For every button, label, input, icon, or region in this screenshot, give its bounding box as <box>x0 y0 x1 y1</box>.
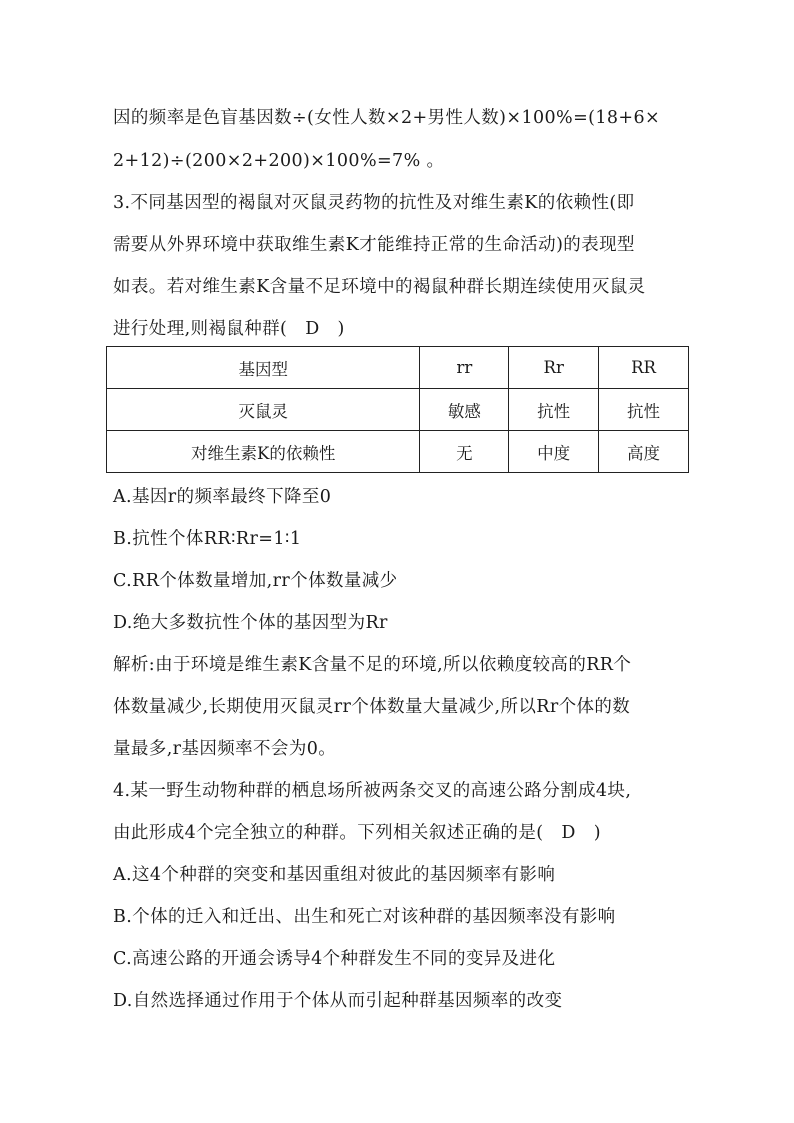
q4-option-c: C.高速公路的开通会诱导4个种群发生不同的变异及进化 <box>113 949 556 969</box>
q3-analysis-line-3: 量最多,r基因频率不会为0。 <box>113 739 337 759</box>
q3-option-a: A.基因r的频率最终下降至0 <box>113 487 332 507</box>
table-cell: Rr <box>509 347 599 389</box>
table-row <box>107 431 689 473</box>
table-cell: 抗性 <box>599 389 689 431</box>
q3-option-d: D.绝大多数抗性个体的基因型为Rr <box>113 613 388 633</box>
q3-stem-line-1: 3.不同基因型的褐鼠对灭鼠灵药物的抗性及对维生素K的依赖性(即 <box>113 193 635 213</box>
q3-option-c: C.RR个体数量增加,rr个体数量减少 <box>113 571 398 591</box>
table-cell: 敏感 <box>420 389 509 431</box>
table-cell: rr <box>420 347 509 389</box>
q4-stem-line-1: 4.某一野生动物种群的栖息场所被两条交叉的高速公路分割成4块, <box>113 781 632 801</box>
q3-stem-line-4: 进行处理,则褐鼠种群( D ) <box>113 319 345 339</box>
q3-stem-line-2: 需要从外界环境中获取维生素K才能维持正常的生命活动)的表现型 <box>113 235 635 255</box>
q3-analysis-line-1: 解析:由于环境是维生素K含量不足的环境,所以依赖度较高的RR个 <box>113 655 632 675</box>
genotype-table <box>106 346 689 473</box>
prev-solution-line-2: 2+12)÷(200×2+200)×100%=7% 。 <box>113 151 445 171</box>
q4-option-a: A.这4个种群的突变和基因重组对彼此的基因频率有影响 <box>113 865 556 885</box>
q3-stem-line-3: 如表。若对维生素K含量不足环境中的褐鼠种群长期连续使用灭鼠灵 <box>113 277 646 297</box>
table-cell: 灭鼠灵 <box>107 389 420 431</box>
q4-option-d: D.自然选择通过作用于个体从而引起种群基因频率的改变 <box>113 991 563 1011</box>
q3-analysis-line-2: 体数量减少,长期使用灭鼠灵rr个体数量大量减少,所以Rr个体的数 <box>113 697 631 717</box>
q4-stem-line-2: 由此形成4个完全独立的种群。下列相关叙述正确的是( D ) <box>113 823 601 843</box>
q4-option-b: B.个体的迁入和迁出、出生和死亡对该种群的基因频率没有影响 <box>113 907 616 927</box>
table-cell: 对维生素K的依赖性 <box>107 431 420 473</box>
table-cell: 无 <box>420 431 509 473</box>
table-cell: RR <box>599 347 689 389</box>
table-cell: 抗性 <box>509 389 599 431</box>
prev-solution-line-1: 因的频率是色盲基因数÷(女性人数×2+男性人数)×100%=(18+6× <box>113 108 661 128</box>
table-cell: 基因型 <box>107 347 420 389</box>
table-header-row <box>107 347 689 389</box>
q3-option-b: B.抗性个体RR∶Rr=1∶1 <box>113 529 302 549</box>
table-cell: 中度 <box>509 431 599 473</box>
table-row <box>107 389 689 431</box>
table-cell: 高度 <box>599 431 689 473</box>
